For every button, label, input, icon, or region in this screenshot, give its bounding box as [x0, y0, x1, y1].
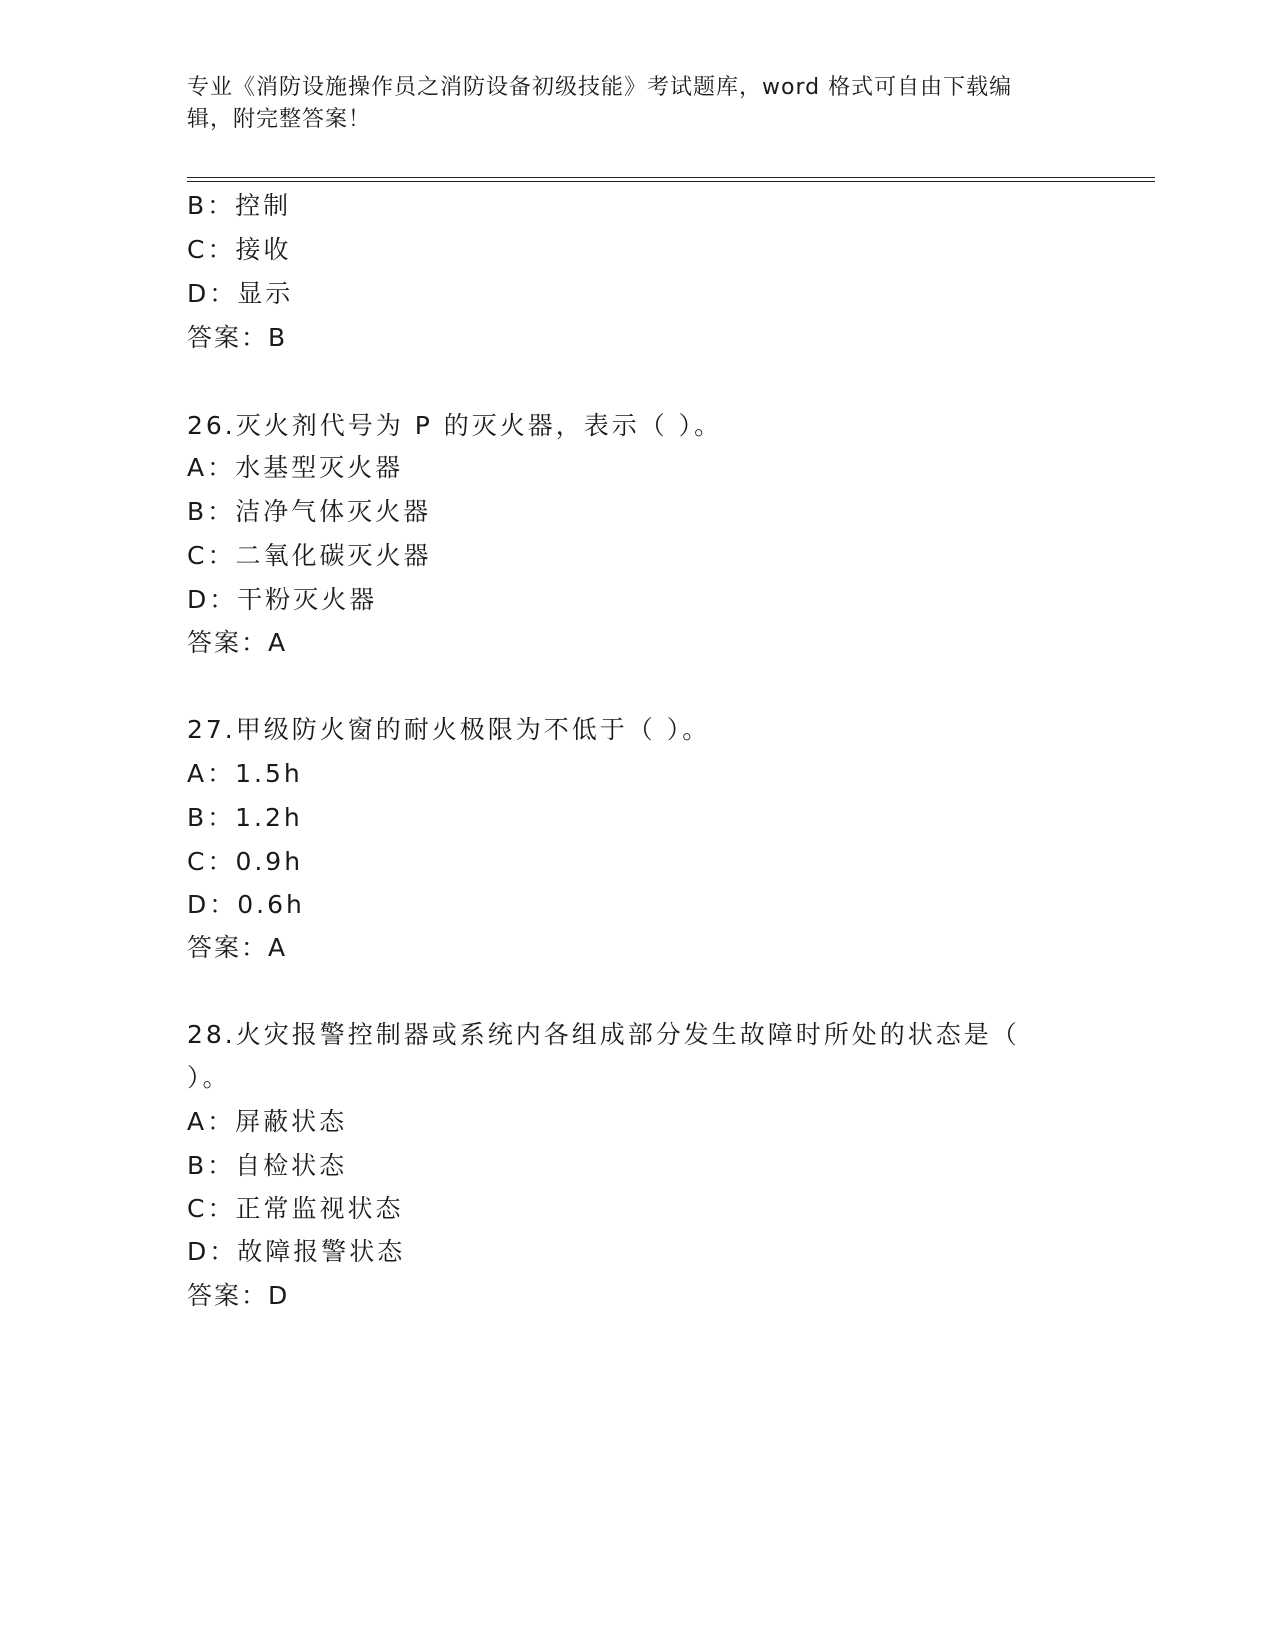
q25-option-c: C：接收: [187, 235, 292, 264]
q28-option-c: C：正常监视状态: [187, 1194, 404, 1223]
q28-stem-line-1: 28.火灾报警控制器或系统内各组成部分发生故障时所处的状态是（: [187, 1020, 1020, 1049]
header-line-1: 专业《消防设施操作员之消防设备初级技能》考试题库，word 格式可自由下载编: [187, 75, 1013, 100]
q27-option-c: C：0.9h: [187, 847, 304, 876]
q25-option-d: D：显示: [187, 279, 294, 308]
q28-option-a: A：屏蔽状态: [187, 1107, 348, 1136]
q25-answer: 答案：B: [187, 323, 288, 352]
q27-option-a: A：1.5h: [187, 759, 303, 788]
header-line-2: 辑，附完整答案！: [187, 107, 372, 132]
q28-option-d: D：故障报警状态: [187, 1237, 406, 1266]
q28-stem-line-2: ）。: [187, 1063, 231, 1092]
q26-option-d: D：干粉灭火器: [187, 585, 378, 614]
q27-answer: 答案：A: [187, 933, 288, 962]
q27-option-d: D：0.6h: [187, 890, 305, 919]
q28-answer: 答案：D: [187, 1281, 290, 1310]
q26-option-b: B：洁净气体灭火器: [187, 497, 432, 526]
header-rule-bottom: [187, 181, 1155, 182]
q27-stem: 27.甲级防火窗的耐火极限为不低于（ ）。: [187, 715, 711, 744]
q26-stem: 26.灭火剂代号为 P 的灭火器，表示（ ）。: [187, 411, 723, 440]
q28-option-b: B：自检状态: [187, 1151, 348, 1180]
document-header: [187, 72, 1067, 136]
q26-answer: 答案：A: [187, 628, 288, 657]
header-rule-top: [187, 177, 1155, 178]
q27-option-b: B：1.2h: [187, 803, 303, 832]
q26-option-c: C：二氧化碳灭火器: [187, 541, 432, 570]
q25-option-b: B：控制: [187, 191, 292, 220]
q26-option-a: A：水基型灭火器: [187, 453, 404, 482]
